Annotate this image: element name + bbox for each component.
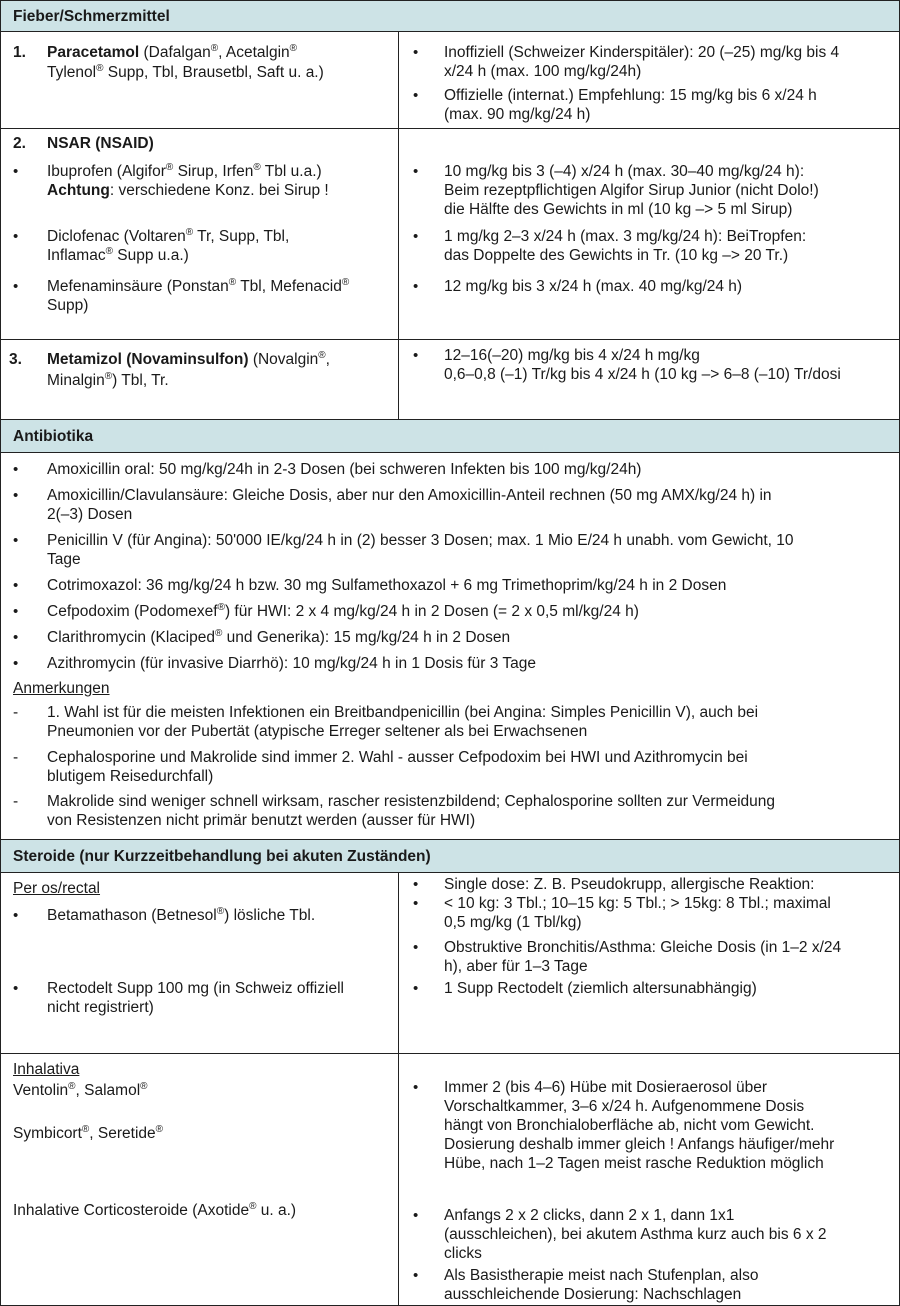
paracetamol-dose1a: Inoffiziell (Schweizer Kinderspitäler): 20 (–25) mg/kg bis 4 <box>444 44 840 61</box>
antibiotic-item: Amoxicillin oral: 50 mg/kg/24h in 2-3 Dosen (bei schweren Infekten bis 100 mg/kg/24h) <box>47 461 642 478</box>
section-header-steroide: Steroide (nur Kurzzeitbehandlung bei akuten Zuständen) <box>1 839 899 873</box>
antibiotic-item: Tage <box>47 551 81 568</box>
antibiotic-item: Cotrimoxazol: 36 mg/kg/24 h bzw. 30 mg Sulfamethoxazol + 6 mg Trimethoprim/kg/24 h in 2 Dosen <box>47 577 727 594</box>
metamizol-line2: Minalgin®) Tbl, Tr. <box>47 370 169 389</box>
bullet: • <box>413 1079 419 1096</box>
per-os-title: Per os/rectal <box>13 880 101 897</box>
bullet: • <box>413 980 419 997</box>
notes-title: Anmerkungen <box>13 680 110 697</box>
inhal-dose: Hübe, nach 1–2 Tagen meist rasche Reduktion möglich <box>444 1155 824 1172</box>
bullet: • <box>13 907 19 924</box>
bullet: • <box>13 461 19 478</box>
inhal-dose: Anfangs 2 x 2 clicks, dann 2 x 1, dann 1x1 <box>444 1207 735 1224</box>
inhal-dose: hängt von Bronchialoberfläche ab, nicht vom Gewicht. <box>444 1117 815 1134</box>
inhal-dose: Dosierung deshalb immer gleich ! Anfangs häufiger/mehr <box>444 1136 835 1153</box>
dash: - <box>13 749 19 766</box>
row-divider <box>1 1053 899 1054</box>
steroid-dose: < 10 kg: 3 Tbl.; 10–15 kg: 5 Tbl.; > 15kg: 8 Tbl.; maximal <box>444 895 831 912</box>
rectodelt-line1: Rectodelt Supp 100 mg (in Schweiz offiziell <box>47 980 344 997</box>
steroid-dose: h), aber für 1–3 Tage <box>444 958 588 975</box>
diclofenac-line1: Diclofenac (Voltaren® Tr, Supp, Tbl, <box>47 226 290 245</box>
antibiotic-item: Penicillin V (für Angina): 50'000 IE/kg/24 h in (2) besser 3 Dosen; max. 1 Mio E/24 h unabh. vom Gewicht, 10 <box>47 532 794 549</box>
bullet: • <box>413 87 419 104</box>
bullet: • <box>413 278 419 295</box>
bullet: • <box>413 1267 419 1284</box>
metamizol-dose1: 12–16(–20) mg/kg bis 4 x/24 h mg/kg <box>444 347 700 364</box>
antibiotic-item: 2(–3) Dosen <box>47 506 133 523</box>
inhal-dose: clicks <box>444 1245 482 1262</box>
bullet: • <box>13 278 19 295</box>
bullet: • <box>13 629 19 646</box>
paracetamol-line2: Tylenol® Supp, Tbl, Brausetbl, Saft u. a.) <box>47 62 324 81</box>
row-divider <box>1 128 899 129</box>
row-divider <box>1 339 899 340</box>
ibuprofen-dose2: Beim rezeptpflichtigen Algifor Sirup Junior (nicht Dolo!) <box>444 182 819 199</box>
inhal-dose: Als Basistherapie meist nach Stufenplan, also <box>444 1267 759 1284</box>
bullet: • <box>13 980 19 997</box>
item-number: 1. <box>13 44 26 61</box>
bullet: • <box>413 876 419 893</box>
nsar-title: NSAR (NSAID) <box>47 135 154 152</box>
item-number: 3. <box>9 351 22 368</box>
metamizol-line1: Metamizol (Novaminsulfon) (Novalgin®, <box>47 349 330 368</box>
diclofenac-dose2: das Doppelte des Gewichts in Tr. (10 kg –> 20 Tr.) <box>444 247 789 264</box>
ventolin: Ventolin®, Salamol® <box>13 1080 148 1099</box>
bullet: • <box>413 228 419 245</box>
paracetamol-dose2b: (max. 90 mg/kg/24 h) <box>444 106 591 123</box>
note-line: von Resistenzen nicht primär benutzt werden (ausser für HWI) <box>47 812 476 829</box>
bullet: • <box>413 939 419 956</box>
rectodelt-line2: nicht registriert) <box>47 999 154 1016</box>
inhalativa-title: Inhalativa <box>13 1061 80 1078</box>
note-line: Cephalosporine und Makrolide sind immer 2. Wahl - ausser Cefpodoxim bei HWI und Azithromycin bei <box>47 749 748 766</box>
note-line: Pneumonien vor der Pubertät (atypische Erreger seltener als bei Erwachsenen <box>47 723 588 740</box>
dash: - <box>13 793 19 810</box>
ibuprofen-line1: Ibuprofen (Algifor® Sirup, Irfen® Tbl u.a.) <box>47 161 322 180</box>
antibiotic-item: Cefpodoxim (Podomexef®) für HWI: 2 x 4 mg/kg/24 h in 2 Dosen (= 2 x 0,5 ml/kg/24 h) <box>47 601 639 620</box>
paracetamol-dose1b: x/24 h (max. 100 mg/kg/24h) <box>444 63 642 80</box>
bullet: • <box>13 655 19 672</box>
ibuprofen-dose3: die Hälfte des Gewichts in ml (10 kg –> 5 ml Sirup) <box>444 201 793 218</box>
inhal-dose: ausschleichende Dosierung: Nachschlagen <box>444 1286 742 1303</box>
antibiotic-item: Azithromycin (für invasive Diarrhö): 10 mg/kg/24 h in 1 Dosis für 3 Tage <box>47 655 537 672</box>
inhal-dose: Vorschaltkammer, 3–6 x/24 h. Aufgenommene Dosis <box>444 1098 805 1115</box>
ibuprofen-line2: Achtung: verschiedene Konz. bei Sirup ! <box>47 182 329 199</box>
inhalative-corticosteroide: Inhalative Corticosteroide (Axotide® u. a.) <box>13 1200 297 1219</box>
bullet: • <box>413 347 419 364</box>
bullet: • <box>13 163 19 180</box>
note-line: 1. Wahl ist für die meisten Infektionen ein Breitbandpenicillin (bei Angina: Simples Penicillin V), auch bei <box>47 704 759 721</box>
section-header-fieber: Fieber/Schmerzmittel <box>1 0 899 32</box>
steroid-dose: 0,5 mg/kg (1 Tbl/kg) <box>444 914 582 931</box>
steroid-dose: Obstruktive Bronchitis/Asthma: Gleiche Dosis (in 1–2 x/24 <box>444 939 842 956</box>
steroid-dose: Single dose: Z. B. Pseudokrupp, allergische Reaktion: <box>444 876 815 893</box>
bullet: • <box>13 487 19 504</box>
ibuprofen-dose1: 10 mg/kg bis 3 (–4) x/24 h (max. 30–40 mg/kg/24 h): <box>444 163 805 180</box>
mefenaminsaeure-dose1: 12 mg/kg bis 3 x/24 h (max. 40 mg/kg/24 h) <box>444 278 743 295</box>
paracetamol-dose2a: Offizielle (internat.) Empfehlung: 15 mg/kg bis 6 x/24 h <box>444 87 817 104</box>
antibiotic-item: Amoxicillin/Clavulansäure: Gleiche Dosis, aber nur den Amoxicillin-Anteil rechnen (50 mg AMX/kg/24 h) in <box>47 487 772 504</box>
diclofenac-dose1: 1 mg/kg 2–3 x/24 h (max. 3 mg/kg/24 h): BeiTropfen: <box>444 228 807 245</box>
column-divider <box>398 873 399 1305</box>
bullet: • <box>13 532 19 549</box>
paracetamol-line1: Paracetamol (Dafalgan®, Acetalgin® <box>47 42 298 61</box>
bullet: • <box>413 163 419 180</box>
note-line: Makrolide sind weniger schnell wirksam, rascher resistenzbildend; Cephalosporine sollten zur Vermeidung <box>47 793 775 810</box>
inhal-dose: Immer 2 (bis 4–6) Hübe mit Dosieraerosol über <box>444 1079 768 1096</box>
bullet: • <box>13 577 19 594</box>
antibiotic-item: Clarithromycin (Klaciped® und Generika): 15 mg/kg/24 h in 2 Dosen <box>47 627 511 646</box>
bullet: • <box>413 44 419 61</box>
column-divider <box>398 32 399 419</box>
symbicort: Symbicort®, Seretide® <box>13 1123 164 1142</box>
bullet: • <box>413 1207 419 1224</box>
betamathason: Betamathason (Betnesol®) lösliche Tbl. <box>47 905 316 924</box>
mefenaminsaeure-line2: Supp) <box>47 297 89 314</box>
bullet: • <box>413 895 419 912</box>
mefenaminsaeure-line1: Mefenaminsäure (Ponstan® Tbl, Mefenacid® <box>47 276 350 295</box>
inhal-dose: (ausschleichen), bei akutem Asthma kurz auch bis 6 x 2 <box>444 1226 827 1243</box>
diclofenac-line2: Inflamac® Supp u.a.) <box>47 245 189 264</box>
note-line: blutigem Reisedurchfall) <box>47 768 214 785</box>
dash: - <box>13 704 19 721</box>
section-header-antibiotika: Antibiotika <box>1 419 899 453</box>
bullet: • <box>13 228 19 245</box>
item-number: 2. <box>13 135 26 152</box>
steroid-dose: 1 Supp Rectodelt (ziemlich altersunabhängig) <box>444 980 757 997</box>
bullet: • <box>13 603 19 620</box>
metamizol-dose2: 0,6–0,8 (–1) Tr/kg bis 4 x/24 h (10 kg –> 6–8 (–10) Tr/dosi <box>444 366 841 383</box>
